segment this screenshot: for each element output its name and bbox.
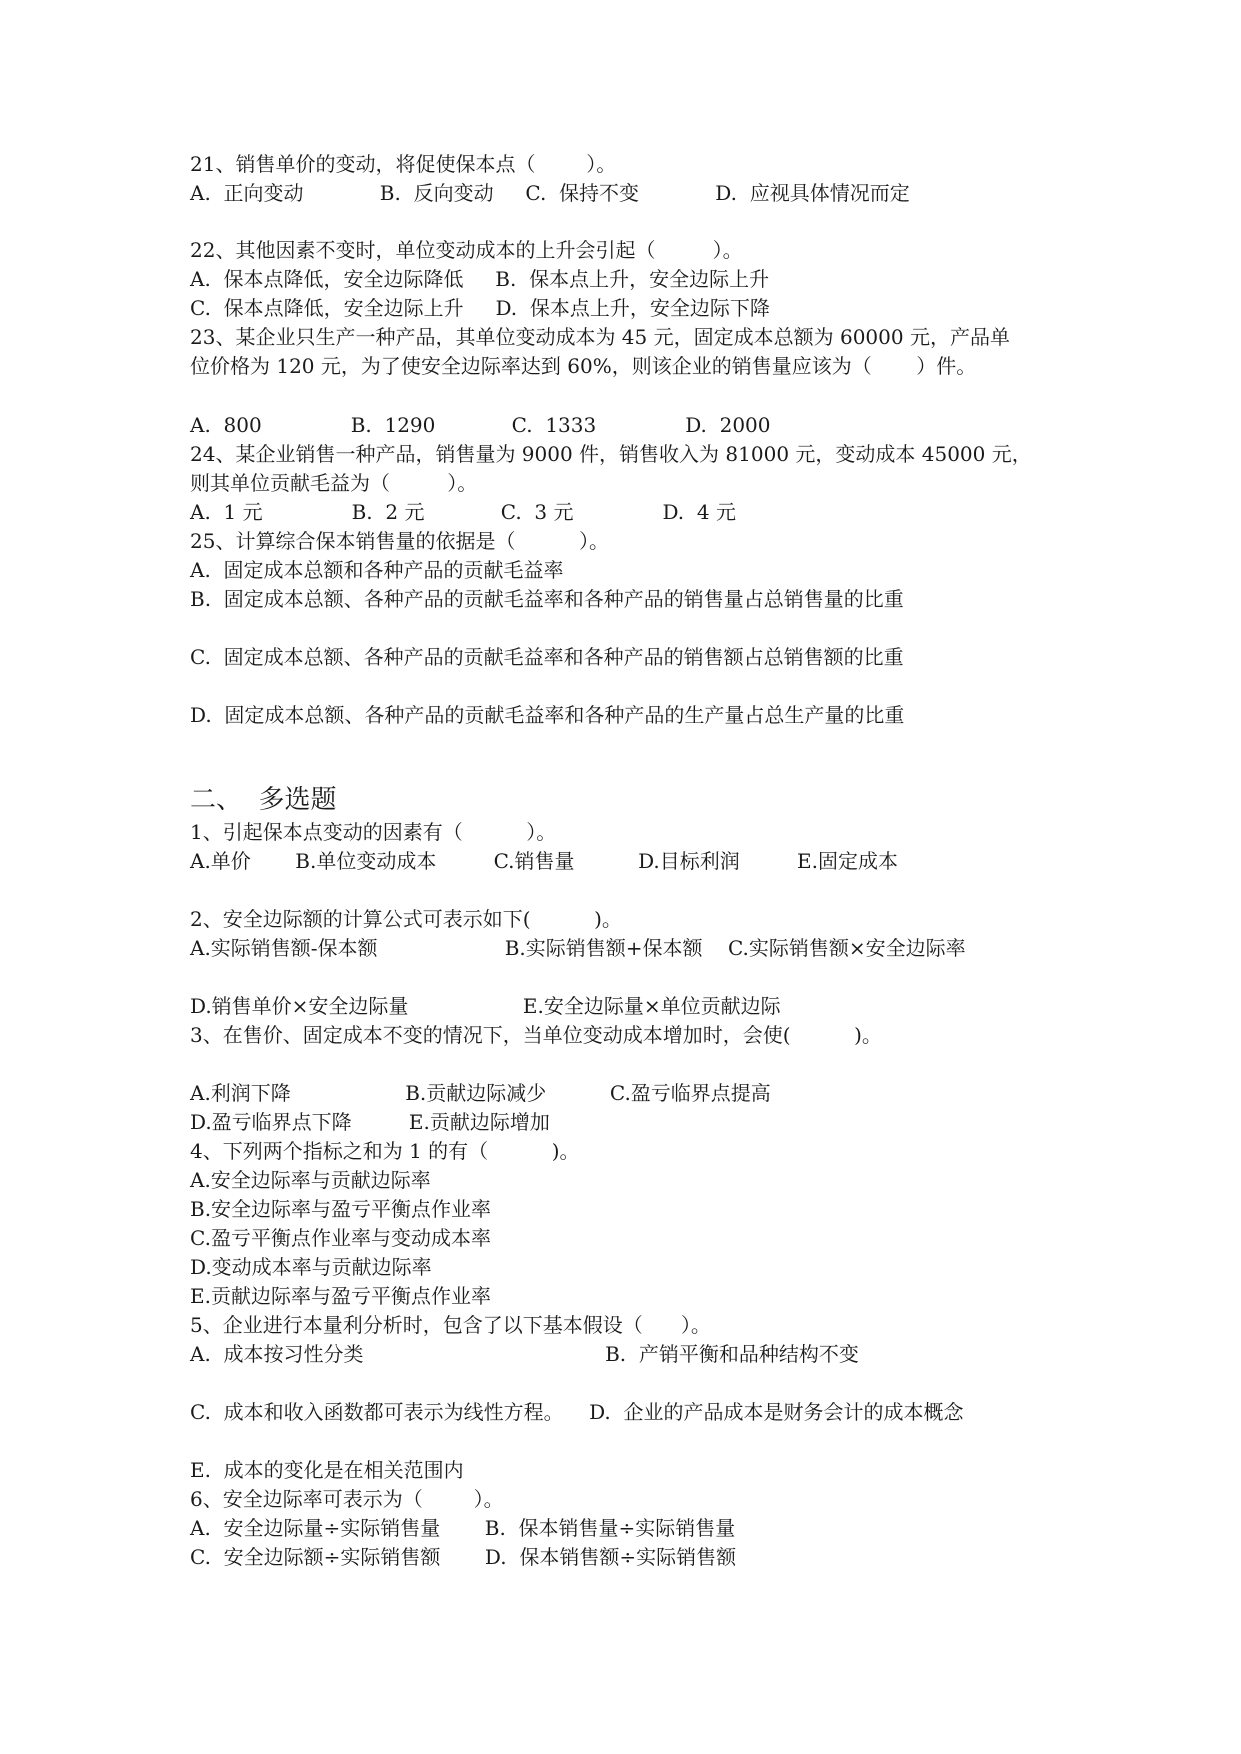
q23-options: A. 800 B. 1290 C. 1333 D. 2000 [190,413,771,437]
q25-option-a: A. 固定成本总额和各种产品的贡献毛益率 [190,558,564,582]
mq4-stem: 4、下列两个指标之和为 1 的有（ )。 [190,1139,580,1163]
mq2-options-abc: A.实际销售额-保本额 B.实际销售额+保本额 C.实际销售额×安全边际率 [190,936,966,960]
q25-option-b: B. 固定成本总额、各种产品的贡献毛益率和各种产品的销售量占总销售量的比重 [190,587,904,611]
mq5-stem: 5、企业进行本量利分析时，包含了以下基本假设（ ）。 [190,1313,711,1337]
mq1-stem: 1、引起保本点变动的因素有（ ）。 [190,820,557,844]
q24-stem-line1: 24、某企业销售一种产品，销售量为 9000 件，销售收入为 81000 元，变动成本 45000 元， [190,442,1032,466]
q22-options-ab: A. 保本点降低，安全边际降低 B. 保本点上升，安全边际上升 [190,267,770,291]
mq3-options-abc: A.利润下降 B.贡献边际减少 C.盈亏临界点提高 [190,1081,771,1105]
mq6-options-ab: A. 安全边际量÷实际销售量 B. 保本销售量÷实际销售量 [190,1516,736,1540]
mq4-option-b: B.安全边际率与盈亏平衡点作业率 [190,1197,492,1221]
mq3-stem: 3、在售价、固定成本不变的情况下，当单位变动成本增加时，会使( )。 [190,1023,882,1047]
mq6-stem: 6、安全边际率可表示为（ ）。 [190,1487,504,1511]
q21-options: A. 正向变动 B. 反向变动 C. 保持不变 D. 应视具体情况而定 [190,181,910,205]
q25-stem: 25、计算综合保本销售量的依据是（ ）。 [190,529,610,553]
mq6-options-cd: C. 安全边际额÷实际销售额 D. 保本销售额÷实际销售额 [190,1545,737,1569]
mq3-options-de: D.盈亏临界点下降 E.贡献边际增加 [190,1110,550,1134]
section-heading-multiple-choice: 二、 多选题 [190,785,337,815]
q23-stem-line2: 位价格为 120 元，为了使安全边际率达到 60%，则该企业的销售量应该为（ ）件。 [190,354,977,378]
q25-option-d: D. 固定成本总额、各种产品的贡献毛益率和各种产品的生产量占总生产量的比重 [190,703,905,727]
mq2-options-de: D.销售单价×安全边际量 E.安全边际量×单位贡献边际 [190,994,781,1018]
mq4-option-e: E.贡献边际率与盈亏平衡点作业率 [190,1284,491,1308]
mq4-option-c: C.盈亏平衡点作业率与变动成本率 [190,1226,491,1250]
mq5-option-e: E. 成本的变化是在相关范围内 [190,1458,464,1482]
q25-option-c: C. 固定成本总额、各种产品的贡献毛益率和各种产品的销售额占总销售额的比重 [190,645,904,669]
q22-stem: 22、其他因素不变时，单位变动成本的上升会引起（ ）。 [190,238,743,262]
mq5-options-cd: C. 成本和收入函数都可表示为线性方程。 D. 企业的产品成本是财务会计的成本概念 [190,1400,964,1424]
mq5-options-ab: A. 成本按习性分类 B. 产销平衡和品种结构不变 [190,1342,859,1366]
q24-options: A. 1 元 B. 2 元 C. 3 元 D. 4 元 [190,500,736,524]
q24-stem-line2: 则其单位贡献毛益为（ ）。 [190,471,478,495]
q21-stem: 21、销售单价的变动，将促使保本点（ ）。 [190,152,617,176]
mq1-options: A.单价 B.单位变动成本 C.销售量 D.目标利润 E.固定成本 [190,849,898,873]
mq4-option-d: D.变动成本率与贡献边际率 [190,1255,432,1279]
mq4-option-a: A.安全边际率与贡献边际率 [190,1168,431,1192]
mq2-stem: 2、安全边际额的计算公式可表示如下( )。 [190,907,622,931]
q22-options-cd: C. 保本点降低，安全边际上升 D. 保本点上升，安全边际下降 [190,296,770,320]
q23-stem-line1: 23、某企业只生产一种产品，其单位变动成本为 45 元，固定成本总额为 60000 元，产品单 [190,325,1010,349]
